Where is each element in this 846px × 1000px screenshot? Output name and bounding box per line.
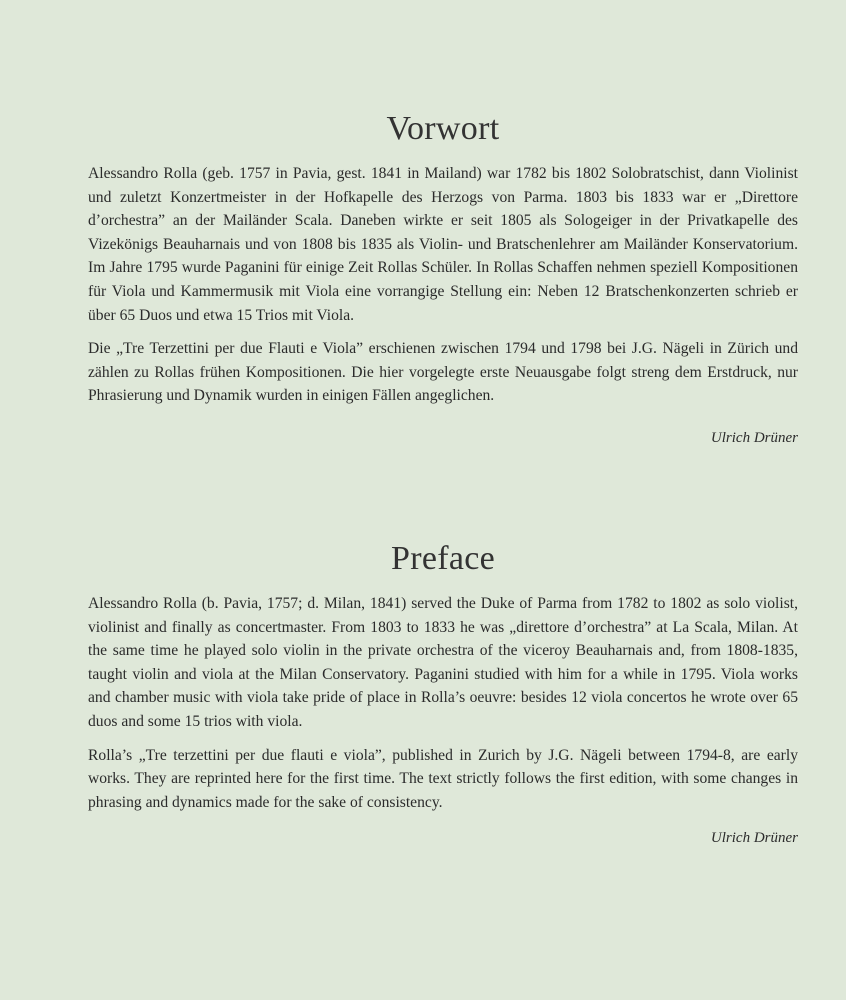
vorwort-paragraph-1: Alessandro Rolla (geb. 1757 in Pavia, gest. 1841 in Mailand) war 1782 bis 1802 Solobratschist, dann Violinist und zuletzt Konzertmeister in der Hofkapelle des Herzogs von Parma. 1803 bis 1833 war er „Direttore d’orchestra” an der Mailänder Scala. Daneben wirkte er seit 1805 als Sologeiger in der Privatkapelle des Vizekönigs Beauharnais und von 1808 bis 1835 als Violin- und Bratschenlehrer am Mailänder Konservatorium. Im Jahre 1795 wurde Paganini für einige Zeit Rollas Schüler. In Rollas Schaffen nehmen speziell Kompositionen für Viola und Kammermusik mit Viola eine vorrangige Stellung ein: Neben 12 Bratschenkonzerten schrieb er über 65 Duos und etwa 15 Trios mit Viola.	[88, 165, 798, 324]
preface-paragraph-2: Rolla’s „Tre terzettini per due flauti e viola”, published in Zurich by J.G. Nägeli between 1794-8, are early works. They are reprinted here for the first time. The text strictly follows the first edition, with some changes in phrasing and dynamics made for the sake of consistency.	[88, 746, 798, 811]
vorwort-signature: Ulrich Drüner	[710, 429, 798, 446]
preface-section	[88, 540, 798, 847]
vorwort-title: Vorwort	[386, 110, 500, 147]
vorwort-section	[88, 110, 798, 447]
vorwort-paragraph-2: Die „Tre Terzettini per due Flauti e Viola” erschienen zwischen 1794 und 1798 bei J.G. Nägeli in Zürich und zählen zu Rollas frühen Kompositionen. Die hier vorgelegte erste Neuausgabe folgt streng dem Erstdruck, nur Phrasierung und Dynamik wurden in einigen Fällen angeglichen.	[88, 340, 798, 405]
preface-signature: Ulrich Drüner	[710, 830, 798, 847]
preface-title: Preface	[390, 540, 496, 577]
preface-paragraph-1: Alessandro Rolla (b. Pavia, 1757; d. Milan, 1841) served the Duke of Parma from 1782 to 1802 as solo violist, violinist and finally as concertmaster. From 1803 to 1833 he was „direttore d’orchestra” at La Scala, Milan. At the same time he played solo violin in the private orchestra of the viceroy Beauharnais and, from 1808-1835, taught violin and viola at the Milan Conservatory. Paganini studied with him for a while in 1795. Viola works and chamber music with viola take pride of place in Rolla’s oeuvre: besides 12 viola concertos he wrote over 65 duos and some 15 trios with viola.	[88, 595, 798, 730]
